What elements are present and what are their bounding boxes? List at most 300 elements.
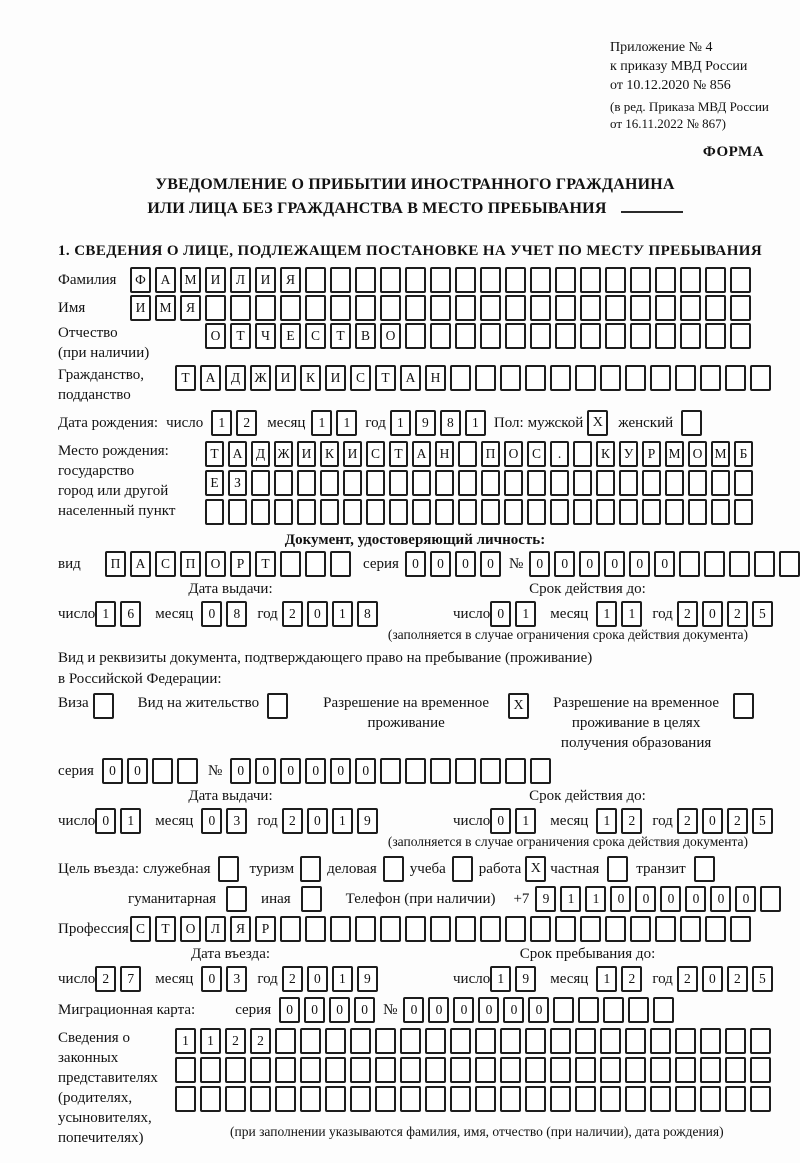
form-cell[interactable] bbox=[480, 916, 501, 942]
form-cell[interactable]: 0 bbox=[201, 808, 222, 834]
form-cell[interactable] bbox=[680, 323, 701, 349]
form-cell[interactable] bbox=[435, 470, 454, 496]
form-cell[interactable] bbox=[175, 1057, 196, 1083]
form-cell[interactable] bbox=[251, 499, 270, 525]
form-cell[interactable]: 0 bbox=[255, 758, 276, 784]
form-cell[interactable] bbox=[600, 1028, 621, 1054]
form-cell[interactable] bbox=[275, 1028, 296, 1054]
form-cell[interactable] bbox=[200, 1057, 221, 1083]
form-cell[interactable] bbox=[475, 1028, 496, 1054]
form-cell[interactable]: 2 bbox=[727, 966, 748, 992]
form-cell[interactable] bbox=[642, 499, 661, 525]
form-cell[interactable] bbox=[325, 1086, 346, 1112]
form-cell[interactable]: С bbox=[366, 441, 385, 467]
form-cell[interactable]: 1 bbox=[515, 808, 536, 834]
form-cell[interactable] bbox=[435, 499, 454, 525]
form-cell[interactable] bbox=[343, 499, 362, 525]
form-cell[interactable]: 6 bbox=[120, 601, 141, 627]
form-cell[interactable]: 0 bbox=[490, 601, 511, 627]
form-cell[interactable]: 2 bbox=[677, 966, 698, 992]
form-cell[interactable]: О bbox=[205, 323, 226, 349]
form-cell[interactable]: 2 bbox=[282, 808, 303, 834]
form-cell[interactable] bbox=[430, 295, 451, 321]
form-cell[interactable] bbox=[505, 758, 526, 784]
form-cell[interactable]: А bbox=[400, 365, 421, 391]
form-cell[interactable] bbox=[650, 365, 671, 391]
form-cell[interactable] bbox=[450, 1057, 471, 1083]
form-cell[interactable]: 0 bbox=[610, 886, 631, 912]
form-cell[interactable] bbox=[297, 470, 316, 496]
form-cell[interactable]: 0 bbox=[304, 997, 325, 1023]
form-cell[interactable] bbox=[450, 1028, 471, 1054]
form-cell[interactable]: И bbox=[343, 441, 362, 467]
form-cell[interactable] bbox=[225, 1086, 246, 1112]
form-cell[interactable] bbox=[725, 1086, 746, 1112]
form-cell[interactable]: 0 bbox=[710, 886, 731, 912]
form-cell[interactable] bbox=[603, 997, 624, 1023]
form-cell[interactable] bbox=[650, 1057, 671, 1083]
form-cell[interactable]: 9 bbox=[535, 886, 556, 912]
visa-checkbox[interactable] bbox=[93, 693, 114, 719]
form-cell[interactable] bbox=[389, 499, 408, 525]
form-cell[interactable]: 1 bbox=[465, 410, 486, 436]
form-cell[interactable] bbox=[405, 295, 426, 321]
form-cell[interactable] bbox=[330, 551, 351, 577]
form-cell[interactable]: 2 bbox=[621, 808, 642, 834]
form-cell[interactable]: Ф bbox=[130, 267, 151, 293]
form-cell[interactable] bbox=[425, 1028, 446, 1054]
residence-permit-checkbox[interactable] bbox=[267, 693, 288, 719]
sex-female-checkbox[interactable] bbox=[681, 410, 702, 436]
form-cell[interactable]: И bbox=[325, 365, 346, 391]
form-cell[interactable]: 0 bbox=[428, 997, 449, 1023]
form-cell[interactable]: С bbox=[305, 323, 326, 349]
form-cell[interactable]: 9 bbox=[357, 966, 378, 992]
form-cell[interactable]: 0 bbox=[95, 808, 116, 834]
form-cell[interactable] bbox=[578, 997, 599, 1023]
form-cell[interactable]: И bbox=[255, 267, 276, 293]
form-cell[interactable] bbox=[750, 365, 771, 391]
form-cell[interactable]: Е bbox=[280, 323, 301, 349]
form-cell[interactable]: Е bbox=[205, 470, 224, 496]
form-cell[interactable]: 8 bbox=[357, 601, 378, 627]
form-cell[interactable]: К bbox=[300, 365, 321, 391]
form-cell[interactable]: Т bbox=[230, 323, 251, 349]
form-cell[interactable]: Л bbox=[230, 267, 251, 293]
form-cell[interactable]: Т bbox=[205, 441, 224, 467]
form-cell[interactable] bbox=[450, 365, 471, 391]
form-cell[interactable]: Ж bbox=[274, 441, 293, 467]
form-cell[interactable] bbox=[605, 267, 626, 293]
form-cell[interactable] bbox=[580, 267, 601, 293]
form-cell[interactable]: 1 bbox=[211, 410, 232, 436]
form-cell[interactable]: 0 bbox=[430, 551, 451, 577]
form-cell[interactable] bbox=[350, 1086, 371, 1112]
form-cell[interactable] bbox=[430, 323, 451, 349]
form-cell[interactable] bbox=[680, 267, 701, 293]
form-cell[interactable] bbox=[530, 295, 551, 321]
form-cell[interactable]: О bbox=[380, 323, 401, 349]
form-cell[interactable]: . bbox=[550, 441, 569, 467]
purpose-humanitarian-checkbox[interactable] bbox=[226, 886, 247, 912]
form-cell[interactable]: 1 bbox=[120, 808, 141, 834]
form-cell[interactable]: С bbox=[155, 551, 176, 577]
form-cell[interactable]: 0 bbox=[307, 966, 328, 992]
form-cell[interactable] bbox=[355, 916, 376, 942]
form-cell[interactable] bbox=[480, 267, 501, 293]
form-cell[interactable] bbox=[475, 365, 496, 391]
form-cell[interactable]: И bbox=[275, 365, 296, 391]
form-cell[interactable] bbox=[505, 267, 526, 293]
form-cell[interactable]: 0 bbox=[503, 997, 524, 1023]
form-cell[interactable]: Ж bbox=[250, 365, 271, 391]
form-cell[interactable]: Т bbox=[175, 365, 196, 391]
form-cell[interactable] bbox=[575, 1028, 596, 1054]
form-cell[interactable]: 0 bbox=[102, 758, 123, 784]
form-cell[interactable] bbox=[605, 323, 626, 349]
form-cell[interactable] bbox=[325, 1057, 346, 1083]
form-cell[interactable] bbox=[573, 470, 592, 496]
form-cell[interactable]: 1 bbox=[490, 966, 511, 992]
form-cell[interactable] bbox=[500, 365, 521, 391]
form-cell[interactable] bbox=[275, 1057, 296, 1083]
form-cell[interactable] bbox=[600, 1086, 621, 1112]
form-cell[interactable]: 0 bbox=[685, 886, 706, 912]
form-cell[interactable] bbox=[725, 1057, 746, 1083]
form-cell[interactable] bbox=[750, 1057, 771, 1083]
form-cell[interactable] bbox=[300, 1028, 321, 1054]
form-cell[interactable] bbox=[425, 1086, 446, 1112]
form-cell[interactable]: 0 bbox=[403, 997, 424, 1023]
form-cell[interactable] bbox=[705, 295, 726, 321]
form-cell[interactable] bbox=[412, 499, 431, 525]
form-cell[interactable]: 0 bbox=[307, 808, 328, 834]
form-cell[interactable]: 2 bbox=[95, 966, 116, 992]
form-cell[interactable]: 5 bbox=[752, 601, 773, 627]
form-cell[interactable] bbox=[730, 295, 751, 321]
form-cell[interactable]: И bbox=[130, 295, 151, 321]
form-cell[interactable]: 1 bbox=[390, 410, 411, 436]
form-cell[interactable]: Т bbox=[389, 441, 408, 467]
form-cell[interactable] bbox=[760, 886, 781, 912]
form-cell[interactable] bbox=[600, 1057, 621, 1083]
form-cell[interactable] bbox=[330, 916, 351, 942]
form-cell[interactable] bbox=[527, 499, 546, 525]
form-cell[interactable]: Д bbox=[251, 441, 270, 467]
form-cell[interactable] bbox=[300, 1057, 321, 1083]
form-cell[interactable] bbox=[225, 1057, 246, 1083]
form-cell[interactable] bbox=[375, 1086, 396, 1112]
form-cell[interactable] bbox=[700, 1028, 721, 1054]
form-cell[interactable] bbox=[175, 1086, 196, 1112]
form-cell[interactable] bbox=[320, 499, 339, 525]
form-cell[interactable] bbox=[152, 758, 173, 784]
form-cell[interactable]: Р bbox=[230, 551, 251, 577]
temp-residence-education-checkbox[interactable] bbox=[733, 693, 754, 719]
form-cell[interactable]: И bbox=[297, 441, 316, 467]
form-cell[interactable] bbox=[481, 470, 500, 496]
form-cell[interactable] bbox=[389, 470, 408, 496]
form-cell[interactable] bbox=[725, 1028, 746, 1054]
form-cell[interactable] bbox=[250, 1057, 271, 1083]
form-cell[interactable] bbox=[711, 470, 730, 496]
form-cell[interactable] bbox=[251, 470, 270, 496]
form-cell[interactable] bbox=[355, 295, 376, 321]
form-cell[interactable]: А bbox=[412, 441, 431, 467]
form-cell[interactable]: 0 bbox=[453, 997, 474, 1023]
form-cell[interactable]: 0 bbox=[654, 551, 675, 577]
form-cell[interactable]: 1 bbox=[596, 808, 617, 834]
form-cell[interactable] bbox=[630, 295, 651, 321]
form-cell[interactable] bbox=[500, 1057, 521, 1083]
purpose-private-checkbox[interactable] bbox=[607, 856, 628, 882]
form-cell[interactable] bbox=[305, 295, 326, 321]
form-cell[interactable]: 2 bbox=[677, 601, 698, 627]
form-cell[interactable] bbox=[405, 323, 426, 349]
sex-male-checkbox[interactable]: X bbox=[587, 410, 608, 436]
form-cell[interactable] bbox=[530, 758, 551, 784]
form-cell[interactable]: 0 bbox=[735, 886, 756, 912]
form-cell[interactable]: Н bbox=[425, 365, 446, 391]
form-cell[interactable] bbox=[680, 916, 701, 942]
form-cell[interactable] bbox=[325, 1028, 346, 1054]
form-cell[interactable]: А bbox=[200, 365, 221, 391]
form-cell[interactable] bbox=[711, 499, 730, 525]
form-cell[interactable] bbox=[330, 267, 351, 293]
form-cell[interactable]: 0 bbox=[660, 886, 681, 912]
form-cell[interactable]: М bbox=[711, 441, 730, 467]
form-cell[interactable] bbox=[580, 295, 601, 321]
form-cell[interactable] bbox=[380, 267, 401, 293]
form-cell[interactable] bbox=[642, 470, 661, 496]
form-cell[interactable]: 5 bbox=[752, 966, 773, 992]
form-cell[interactable] bbox=[425, 1057, 446, 1083]
form-cell[interactable] bbox=[280, 295, 301, 321]
purpose-transit-checkbox[interactable] bbox=[694, 856, 715, 882]
form-cell[interactable] bbox=[366, 499, 385, 525]
form-cell[interactable] bbox=[553, 997, 574, 1023]
form-cell[interactable] bbox=[600, 365, 621, 391]
form-cell[interactable] bbox=[380, 758, 401, 784]
form-cell[interactable]: У bbox=[619, 441, 638, 467]
form-cell[interactable] bbox=[530, 323, 551, 349]
form-cell[interactable]: 0 bbox=[329, 997, 350, 1023]
form-cell[interactable] bbox=[630, 916, 651, 942]
form-cell[interactable] bbox=[430, 267, 451, 293]
form-cell[interactable]: С bbox=[350, 365, 371, 391]
form-cell[interactable] bbox=[305, 916, 326, 942]
form-cell[interactable] bbox=[400, 1086, 421, 1112]
form-cell[interactable] bbox=[380, 916, 401, 942]
form-cell[interactable] bbox=[504, 470, 523, 496]
form-cell[interactable]: 0 bbox=[629, 551, 650, 577]
form-cell[interactable] bbox=[575, 365, 596, 391]
form-cell[interactable] bbox=[730, 916, 751, 942]
form-cell[interactable]: Р bbox=[642, 441, 661, 467]
form-cell[interactable]: 1 bbox=[332, 966, 353, 992]
form-cell[interactable] bbox=[177, 758, 198, 784]
purpose-official-checkbox[interactable] bbox=[218, 856, 239, 882]
form-cell[interactable]: 1 bbox=[336, 410, 357, 436]
form-cell[interactable] bbox=[305, 267, 326, 293]
form-cell[interactable] bbox=[734, 499, 753, 525]
form-cell[interactable] bbox=[275, 1086, 296, 1112]
form-cell[interactable]: 0 bbox=[307, 601, 328, 627]
form-cell[interactable] bbox=[630, 323, 651, 349]
form-cell[interactable] bbox=[675, 365, 696, 391]
form-cell[interactable]: 0 bbox=[405, 551, 426, 577]
form-cell[interactable] bbox=[625, 1028, 646, 1054]
form-cell[interactable] bbox=[605, 916, 626, 942]
form-cell[interactable] bbox=[655, 267, 676, 293]
form-cell[interactable] bbox=[305, 551, 326, 577]
form-cell[interactable]: 0 bbox=[201, 966, 222, 992]
form-cell[interactable]: 0 bbox=[280, 758, 301, 784]
form-cell[interactable] bbox=[300, 1086, 321, 1112]
form-cell[interactable]: 1 bbox=[515, 601, 536, 627]
form-cell[interactable]: 1 bbox=[560, 886, 581, 912]
form-cell[interactable] bbox=[779, 551, 800, 577]
form-cell[interactable]: 2 bbox=[282, 601, 303, 627]
form-cell[interactable] bbox=[505, 295, 526, 321]
form-cell[interactable]: 1 bbox=[332, 808, 353, 834]
form-cell[interactable]: 0 bbox=[604, 551, 625, 577]
form-cell[interactable]: 2 bbox=[250, 1028, 271, 1054]
form-cell[interactable] bbox=[555, 267, 576, 293]
form-cell[interactable]: 0 bbox=[528, 997, 549, 1023]
form-cell[interactable] bbox=[625, 1057, 646, 1083]
form-cell[interactable] bbox=[274, 470, 293, 496]
purpose-business-checkbox[interactable] bbox=[383, 856, 404, 882]
form-cell[interactable]: 8 bbox=[440, 410, 461, 436]
form-cell[interactable]: 3 bbox=[226, 808, 247, 834]
form-cell[interactable] bbox=[555, 916, 576, 942]
form-cell[interactable]: 2 bbox=[282, 966, 303, 992]
form-cell[interactable]: А bbox=[155, 267, 176, 293]
form-cell[interactable]: М bbox=[155, 295, 176, 321]
form-cell[interactable]: 2 bbox=[727, 808, 748, 834]
form-cell[interactable] bbox=[530, 267, 551, 293]
form-cell[interactable] bbox=[450, 1086, 471, 1112]
form-cell[interactable] bbox=[375, 1028, 396, 1054]
form-cell[interactable] bbox=[625, 1086, 646, 1112]
form-cell[interactable]: И bbox=[205, 267, 226, 293]
form-cell[interactable] bbox=[480, 323, 501, 349]
form-cell[interactable] bbox=[525, 1057, 546, 1083]
form-cell[interactable] bbox=[505, 916, 526, 942]
form-cell[interactable] bbox=[550, 470, 569, 496]
form-cell[interactable]: 0 bbox=[702, 808, 723, 834]
form-cell[interactable]: 0 bbox=[490, 808, 511, 834]
form-cell[interactable] bbox=[650, 1028, 671, 1054]
form-cell[interactable] bbox=[550, 365, 571, 391]
form-cell[interactable] bbox=[680, 295, 701, 321]
form-cell[interactable] bbox=[455, 295, 476, 321]
form-cell[interactable]: Я bbox=[280, 267, 301, 293]
form-cell[interactable]: П bbox=[105, 551, 126, 577]
form-cell[interactable] bbox=[458, 499, 477, 525]
form-cell[interactable] bbox=[688, 499, 707, 525]
form-cell[interactable]: 0 bbox=[330, 758, 351, 784]
form-cell[interactable] bbox=[630, 267, 651, 293]
form-cell[interactable]: 0 bbox=[478, 997, 499, 1023]
form-cell[interactable] bbox=[550, 1057, 571, 1083]
form-cell[interactable]: 0 bbox=[579, 551, 600, 577]
form-cell[interactable]: 0 bbox=[455, 551, 476, 577]
form-cell[interactable] bbox=[575, 1086, 596, 1112]
form-cell[interactable] bbox=[458, 470, 477, 496]
form-cell[interactable] bbox=[550, 1028, 571, 1054]
form-cell[interactable]: А bbox=[228, 441, 247, 467]
form-cell[interactable] bbox=[580, 323, 601, 349]
form-cell[interactable] bbox=[555, 295, 576, 321]
form-cell[interactable]: О bbox=[504, 441, 523, 467]
form-cell[interactable] bbox=[675, 1086, 696, 1112]
form-cell[interactable]: 9 bbox=[357, 808, 378, 834]
form-cell[interactable] bbox=[455, 758, 476, 784]
form-cell[interactable] bbox=[700, 365, 721, 391]
form-cell[interactable] bbox=[330, 295, 351, 321]
form-cell[interactable] bbox=[274, 499, 293, 525]
form-cell[interactable] bbox=[688, 470, 707, 496]
form-cell[interactable] bbox=[350, 1028, 371, 1054]
form-cell[interactable] bbox=[734, 470, 753, 496]
form-cell[interactable] bbox=[228, 499, 247, 525]
form-cell[interactable] bbox=[280, 916, 301, 942]
form-cell[interactable] bbox=[230, 295, 251, 321]
form-cell[interactable]: Т bbox=[330, 323, 351, 349]
form-cell[interactable]: 0 bbox=[305, 758, 326, 784]
form-cell[interactable] bbox=[380, 295, 401, 321]
form-cell[interactable] bbox=[205, 499, 224, 525]
form-cell[interactable]: Д bbox=[225, 365, 246, 391]
form-cell[interactable] bbox=[350, 1057, 371, 1083]
form-cell[interactable]: 0 bbox=[279, 997, 300, 1023]
form-cell[interactable]: 0 bbox=[480, 551, 501, 577]
form-cell[interactable]: Л bbox=[205, 916, 226, 942]
form-cell[interactable]: Я bbox=[180, 295, 201, 321]
form-cell[interactable]: Ч bbox=[255, 323, 276, 349]
form-cell[interactable] bbox=[366, 470, 385, 496]
form-cell[interactable] bbox=[455, 916, 476, 942]
form-cell[interactable] bbox=[550, 499, 569, 525]
form-cell[interactable] bbox=[705, 916, 726, 942]
form-cell[interactable]: 0 bbox=[355, 758, 376, 784]
form-cell[interactable]: Я bbox=[230, 916, 251, 942]
form-cell[interactable] bbox=[729, 551, 750, 577]
form-cell[interactable]: 9 bbox=[415, 410, 436, 436]
form-cell[interactable]: 8 bbox=[226, 601, 247, 627]
form-cell[interactable]: М bbox=[665, 441, 684, 467]
form-cell[interactable] bbox=[455, 323, 476, 349]
form-cell[interactable] bbox=[458, 441, 477, 467]
form-cell[interactable]: О bbox=[688, 441, 707, 467]
form-cell[interactable] bbox=[580, 916, 601, 942]
form-cell[interactable] bbox=[675, 1057, 696, 1083]
form-cell[interactable] bbox=[280, 551, 301, 577]
form-cell[interactable]: 0 bbox=[529, 551, 550, 577]
form-cell[interactable]: 2 bbox=[225, 1028, 246, 1054]
form-cell[interactable]: 0 bbox=[554, 551, 575, 577]
form-cell[interactable]: 1 bbox=[585, 886, 606, 912]
form-cell[interactable]: Т bbox=[155, 916, 176, 942]
form-cell[interactable] bbox=[455, 267, 476, 293]
form-cell[interactable]: 0 bbox=[702, 601, 723, 627]
form-cell[interactable] bbox=[619, 470, 638, 496]
form-cell[interactable] bbox=[375, 1057, 396, 1083]
form-cell[interactable]: 0 bbox=[201, 601, 222, 627]
form-cell[interactable]: 2 bbox=[677, 808, 698, 834]
